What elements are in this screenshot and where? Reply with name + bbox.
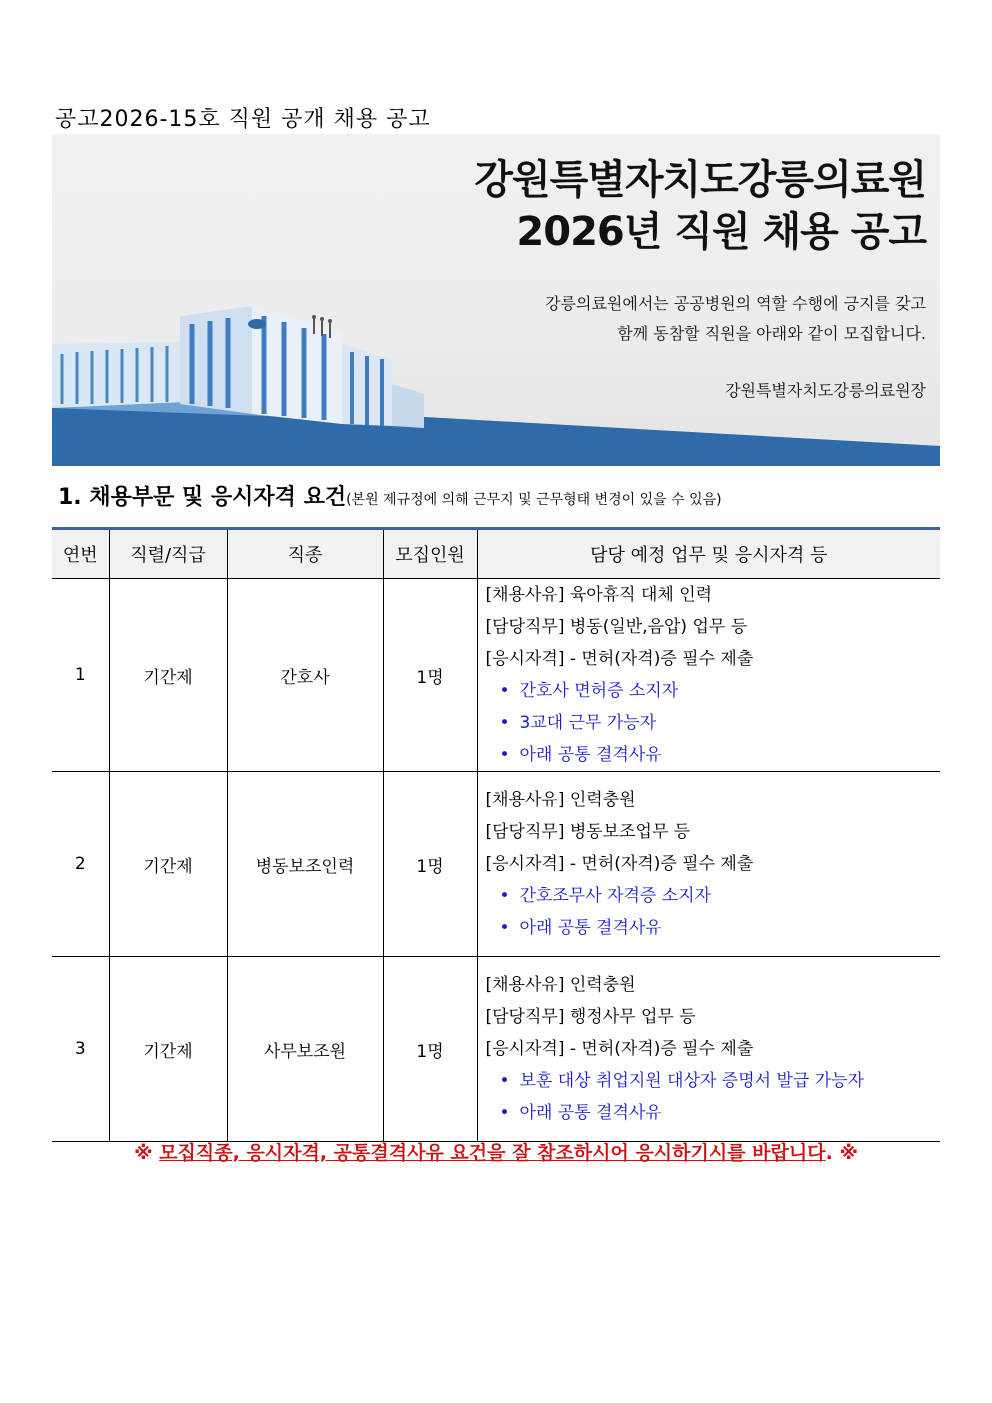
header-banner: [52, 134, 940, 466]
qualification-bullet: [486, 1097, 941, 1129]
banner-title-line2: 2026년 직원 채용 공고: [516, 209, 926, 255]
header-no: 연번: [52, 529, 109, 579]
table-row: [52, 772, 940, 957]
duty-reason: [채용사유] 육아휴직 대체 인력: [485, 585, 713, 605]
recruitment-table: [52, 527, 940, 1142]
duty-qualification: [응시자격] - 면허(자격)증 필수 제출: [485, 649, 754, 669]
table-row: [52, 579, 940, 772]
banner-title-line1: 강원특별자치도강릉의료원: [474, 157, 926, 203]
bullet-icon: •: [499, 713, 510, 733]
cell-count: 1명: [383, 772, 477, 957]
qualification-bullet: [486, 880, 941, 912]
cell-type: 기간제: [109, 579, 227, 772]
table-header-row: [52, 529, 940, 579]
duty-task: [담당직무] 병동(일반,음압) 업무 등: [485, 617, 748, 637]
footer-warning: [0, 1138, 992, 1165]
section-title-text: 1. 채용부문 및 응시자격 요건: [58, 485, 347, 510]
banner-title: [474, 154, 926, 258]
cell-type: 기간제: [109, 772, 227, 957]
qualification-bullet: [486, 675, 941, 707]
bullet-icon: •: [499, 745, 510, 765]
header-duty: 담당 예정 업무 및 응시자격 등: [477, 529, 940, 579]
bullet-icon: •: [499, 1071, 510, 1091]
cell-no: 3: [52, 957, 109, 1142]
cell-type: 기간제: [109, 957, 227, 1142]
cell-job: 간호사: [227, 579, 383, 772]
reference-mark-icon: ※: [134, 1142, 153, 1164]
bullet-text: 간호조무사 자격증 소지자: [519, 886, 711, 906]
cell-job: 병동보조인력: [227, 772, 383, 957]
footer-period: .: [825, 1142, 833, 1164]
banner-message: [545, 289, 926, 349]
qualification-bullet: [486, 912, 941, 944]
qualification-bullet: [486, 739, 941, 771]
duty-qualification: [응시자격] - 면허(자격)증 필수 제출: [485, 854, 754, 874]
cell-no: 2: [52, 772, 109, 957]
banner-message-line1: 강릉의료원에서는 공공병원의 역할 수행에 긍지를 갖고: [545, 294, 926, 313]
qualification-bullet: [486, 707, 941, 739]
cell-duty: [477, 772, 940, 957]
duty-task: [담당직무] 병동보조업무 등: [485, 822, 691, 842]
bullet-text: 3교대 근무 가능자: [519, 713, 657, 733]
bullet-text: 보훈 대상 취업지원 대상자 증명서 발급 가능자: [519, 1071, 864, 1091]
cell-count: 1명: [383, 579, 477, 772]
notice-number: 공고2026-15호 직원 공개 채용 공고: [55, 107, 431, 132]
banner-message-line2: 함께 동참할 직원을 아래와 같이 모집합니다.: [617, 324, 926, 343]
duty-task: [담당직무] 행정사무 업무 등: [485, 1007, 696, 1027]
header-count: 모집인원: [383, 529, 477, 579]
bullet-icon: •: [499, 1103, 510, 1123]
bullet-icon: •: [499, 886, 510, 906]
duty-reason: [채용사유] 인력충원: [485, 975, 636, 995]
cell-count: 1명: [383, 957, 477, 1142]
bullet-text: 아래 공통 결격사유: [519, 745, 662, 765]
header-job: 직종: [227, 529, 383, 579]
table-row: [52, 957, 940, 1142]
bullet-text: 아래 공통 결격사유: [519, 1103, 662, 1123]
section-note: (본원 제규정에 의해 근무지 및 근무형태 변경이 있을 수 있음): [346, 492, 722, 508]
cell-duty: [477, 579, 940, 772]
bullet-text: 아래 공통 결격사유: [519, 918, 662, 938]
cell-no: 1: [52, 579, 109, 772]
duty-qualification: [응시자격] - 면허(자격)증 필수 제출: [485, 1039, 754, 1059]
cell-job: 사무보조원: [227, 957, 383, 1142]
footer-warning-text: 모집직종, 응시자격, 공통결격사유 요건을 잘 참조하시어 응시하기시를 바랍니다: [159, 1142, 826, 1164]
qualification-bullet: [486, 1065, 941, 1097]
bullet-icon: •: [499, 681, 510, 701]
reference-mark-icon: ※: [839, 1142, 858, 1164]
bullet-icon: •: [499, 918, 510, 938]
header-type: 직렬/직급: [109, 529, 227, 579]
section-title: [58, 480, 722, 511]
cell-duty: [477, 957, 940, 1142]
duty-reason: [채용사유] 인력충원: [485, 790, 636, 810]
banner-signature: 강원특별자치도강릉의료원장: [725, 381, 926, 400]
bullet-text: 간호사 면허증 소지자: [519, 681, 679, 701]
